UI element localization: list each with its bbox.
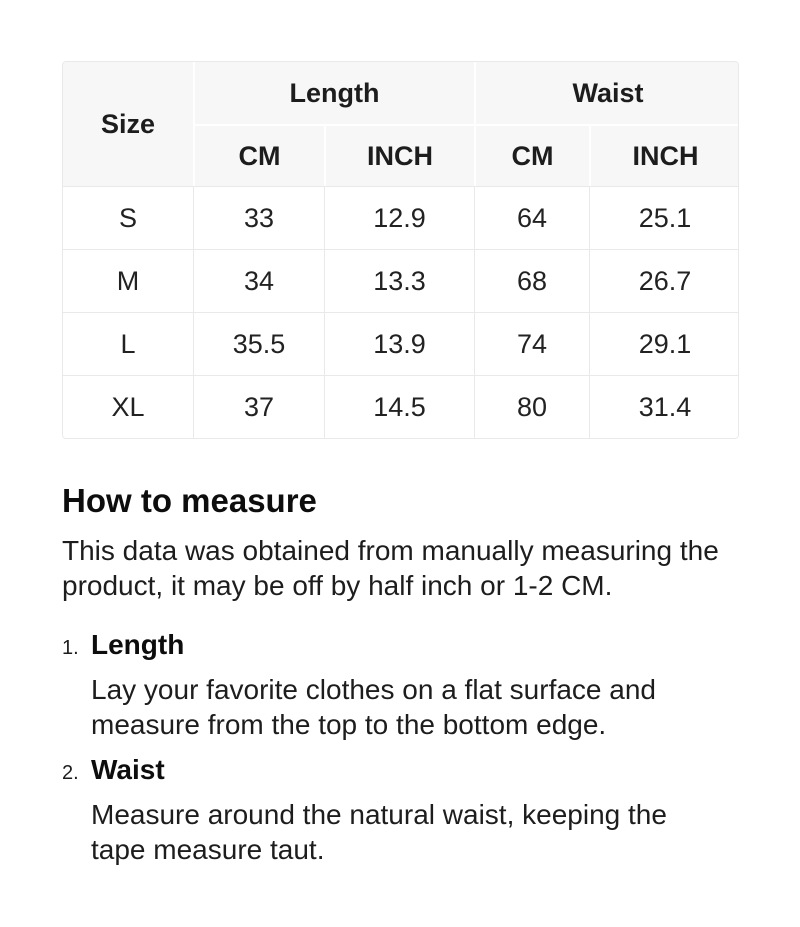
- size-chart-table: [63, 62, 739, 438]
- header-waist-cell: Waist: [474, 62, 739, 124]
- step-title: Length: [91, 629, 185, 660]
- waist-cm-value: 64: [474, 186, 589, 249]
- how-to-measure-title: How to measure: [62, 482, 317, 519]
- table-row-xl: [63, 375, 739, 438]
- table-row-s: [63, 186, 739, 249]
- length-cm-value: 33: [193, 186, 324, 249]
- step-description: Lay your favorite clothes on a flat surface and measure from the top to the bottom edge.: [91, 674, 656, 740]
- waist-inch-value: 29.1: [589, 312, 739, 375]
- header-waist-cm-cell: CM: [474, 124, 589, 186]
- measure-step-waist: [62, 753, 739, 867]
- header-length-inch-cell: INCH: [324, 124, 474, 186]
- waist-inch-value: 31.4: [589, 375, 739, 438]
- length-cm-value: 34: [193, 249, 324, 312]
- header-waist-inch-cell: INCH: [589, 124, 739, 186]
- size-label: L: [63, 312, 193, 375]
- length-inch-value: 13.3: [324, 249, 474, 312]
- measure-disclaimer-text: This data was obtained from manually measuring the product, it may be off by half inch or 1-2 CM.: [62, 535, 719, 601]
- length-cm-value: 35.5: [193, 312, 324, 375]
- table-row-l: [63, 312, 739, 375]
- waist-cm-value: 74: [474, 312, 589, 375]
- header-length-cm-cell: CM: [193, 124, 324, 186]
- waist-cm-value: 68: [474, 249, 589, 312]
- measure-steps-list: [62, 628, 739, 867]
- size-label: M: [63, 249, 193, 312]
- step-title: Waist: [91, 754, 165, 785]
- size-chart-table-wrapper: [62, 61, 739, 439]
- length-inch-value: 12.9: [324, 186, 474, 249]
- step-description: Measure around the natural waist, keeping the tape measure taut.: [91, 799, 667, 865]
- header-length-cell: Length: [193, 62, 474, 124]
- size-label: S: [63, 186, 193, 249]
- step-number: 1.: [62, 637, 79, 659]
- table-row-m: [63, 249, 739, 312]
- length-inch-value: 14.5: [324, 375, 474, 438]
- length-inch-value: 13.9: [324, 312, 474, 375]
- header-size-cell: Size: [63, 62, 193, 186]
- step-body: [91, 753, 739, 867]
- table-header-group-row: [63, 62, 739, 124]
- waist-inch-value: 26.7: [589, 249, 739, 312]
- waist-inch-value: 25.1: [589, 186, 739, 249]
- length-cm-value: 37: [193, 375, 324, 438]
- step-number: 2.: [62, 762, 79, 784]
- step-body: [91, 628, 739, 742]
- measure-step-length: [62, 628, 739, 742]
- waist-cm-value: 80: [474, 375, 589, 438]
- size-label: XL: [63, 375, 193, 438]
